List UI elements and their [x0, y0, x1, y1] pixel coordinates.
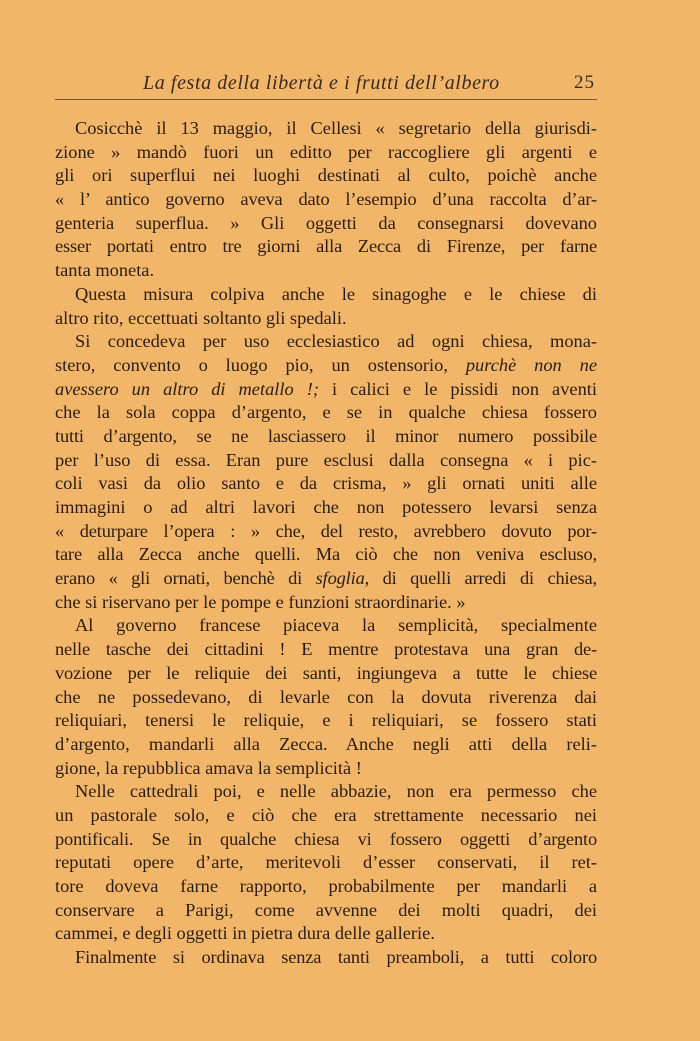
text-line: Nelle cattedrali poi, e nelle abbazie, non era permesso che	[75, 781, 597, 802]
text-line: « l’ antico governo aveva dato l’esempio d’una raccolta d’ar-	[55, 189, 597, 210]
text-line: pontificali. Se in qualche chiesa vi fossero oggetti d’argento	[55, 828, 597, 849]
text-line: reputati opere d’arte, meritevoli d’esser conservati, il ret-	[55, 852, 597, 873]
text-line: che la sola coppa d’argento, e se in qualche chiesa fossero	[55, 402, 597, 423]
text-line: Al governo francese piaceva la semplicità, specialmente	[75, 615, 597, 636]
page-number: 25	[574, 72, 595, 93]
text-line: gli ori superflui nei luoghi destinati al culto, poichè anche	[55, 165, 597, 186]
text-line: tutti d’argento, se ne lasciassero il minor numero possibile	[55, 425, 597, 446]
text-segment: erano « gli ornati, benchè di	[55, 568, 316, 589]
text-line: tore doveva farne rapporto, probabilmente per mandarli a	[55, 876, 597, 896]
text-line: vozione per le reliquie dei santi, ingiungeva a tutte le chiese	[55, 662, 597, 683]
text-line: coli vasi da olio santo e da crisma, » gli ornati uniti alle	[55, 473, 597, 494]
text-line: per l’uso di essa. Eran pure esclusi dalla consegna « i pic-	[55, 449, 597, 470]
text-line: un pastorale solo, e ciò che era strettamente necessario nei	[55, 804, 597, 825]
text-line: Si concedeva per uso ecclesiastico ad ogni chiesa, mona-	[75, 331, 597, 352]
text-line: esser portati entro tre giorni alla Zecca di Firenze, per farne	[55, 236, 597, 257]
text-segment: stero, convento o luogo pio, un ostensorio,	[55, 354, 466, 375]
italic-phrase: purchè non ne	[465, 354, 597, 375]
text-line: altro rito, eccettuati soltanto gli spedali.	[55, 307, 347, 328]
text-line: Cosicchè il 13 maggio, il Cellesi « segretario della giurisdi-	[75, 118, 597, 138]
text-line: conservare a Parigi, come avvenne dei molti quadri, dei	[55, 899, 597, 920]
text-line	[55, 567, 597, 591]
text-line: d’argento, mandarli alla Zecca. Anche negli atti della reli-	[55, 733, 597, 754]
text-line: Finalmente si ordinava senza tanti preamboli, a tutti coloro	[75, 947, 597, 968]
italic-phrase: sfoglia,	[315, 568, 370, 589]
text-line: tanta moneta.	[55, 260, 155, 281]
text-line: nelle tasche dei cittadini ! E mentre protestava una gran de-	[55, 639, 597, 660]
text-line: che ne possedevano, di levarle con la dovuta riverenza dai	[55, 686, 597, 707]
text-segment: i calici e le pissidi non aventi	[318, 378, 597, 399]
text-line: zione » mandò fuori un editto per raccogliere gli argenti e	[55, 141, 597, 162]
text-line: tare alla Zecca anche quelli. Ma ciò che non veniva escluso,	[55, 544, 597, 565]
text-segment: di quelli arredi di chiesa,	[369, 568, 597, 589]
text-line: immagini o ad altri lavori che non potessero levarsi senza	[55, 497, 597, 517]
header-rule	[55, 99, 597, 100]
text-line: genteria superflua. » Gli oggetti da consegnarsi dovevano	[55, 212, 597, 233]
text-line: cammei, e degli oggetti in pietra dura delle gallerie.	[55, 923, 435, 944]
text-line	[55, 378, 597, 402]
italic-phrase: avessero un altro di metallo !;	[55, 378, 319, 399]
text-line: « deturpare l’opera : » che, del resto, avrebbero dovuto por-	[55, 520, 597, 541]
text-line: gione, la repubblica amava la semplicità !	[55, 757, 362, 778]
text-line	[55, 354, 597, 378]
body-text	[55, 117, 597, 970]
running-header	[55, 72, 595, 98]
text-line: che si riservano per le pompe e funzioni straordinarie. »	[55, 591, 466, 612]
running-title: La festa della libertà e i frutti dell’albero	[143, 72, 500, 94]
text-line: Questa misura colpiva anche le sinagoghe e le chiese di	[75, 283, 597, 304]
text-line: reliquiari, tenersi le reliquie, e i reliquiari, se fossero stati	[55, 710, 597, 731]
